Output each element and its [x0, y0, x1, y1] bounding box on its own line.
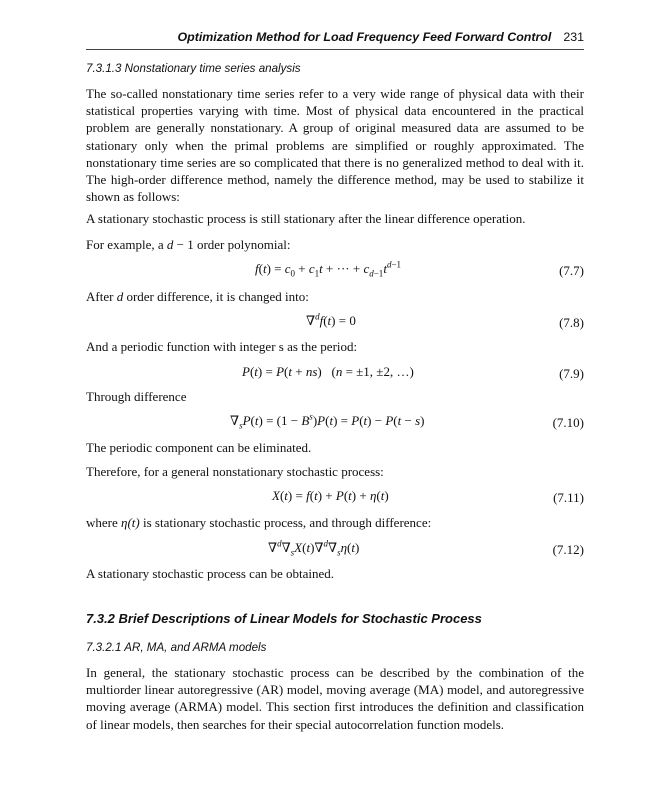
- equation-7-7: $f(t) = c_0 + c_1t$ + ··· + $c_{d-1}t^{d-1}$: [255, 259, 402, 279]
- equation-7-9: P(t) = P(t + ns) (n = ±1, ±2, …): [242, 364, 414, 379]
- paragraph-where: where η(t) is stationary stochastic process, and through difference:: [86, 515, 432, 530]
- section-heading-7-3-2-1: 7.3.2.1 AR, MA, and ARMA models: [86, 641, 267, 654]
- equation-number-7-8: (7.8): [559, 315, 584, 330]
- section-heading-7-3-2: 7.3.2 Brief Descriptions of Linear Models for Stochastic Process: [86, 611, 482, 626]
- header-title: Optimization Method for Load Frequency Feed Forward Control: [177, 30, 552, 44]
- paragraph-periodic: And a periodic function with integer s as the period:: [86, 339, 358, 354]
- paragraph-eliminated: The periodic component can be eliminated.: [86, 440, 312, 455]
- running-header: [86, 30, 584, 50]
- paragraph-intro: The so-called nonstationary time series refer to a very wide range of physical data with their statistical properties varying with time. Most of physical data encountered in the practical problem are generally nonstationary. A group of original measured data are assumed to be stationary only when the primal problems are simplified or roughly approximated. The nonstationary time series are so complicated that there is no generalized method to deal with it. The high-order difference method, namely the difference method, may be used to stabilize it shown as follows:: [86, 86, 584, 205]
- equation-7-8: ∇$^d$f(t) = 0: [306, 311, 356, 328]
- paragraph-stationary: A stationary stochastic process is still stationary after the linear difference operation.: [86, 211, 526, 226]
- equation-number-7-7: (7.7): [559, 263, 584, 278]
- paragraph-obtained: A stationary stochastic process can be obtained.: [86, 566, 335, 581]
- equation-7-10: $\nabla_sP(t) = (1 - B^s)P(t) = P(t) - P(t - s)$: [230, 411, 425, 431]
- paragraph-after: After d order difference, it is changed into:: [86, 289, 309, 304]
- paragraph-arma: In general, the stationary stochastic process can be described by the combination of the multiorder linear autoregressive (AR) model, moving average (MA) model, and autoregressive moving average (ARMA) model. This section first introduces the definition and classification of linear models, then searches for their special autocorrelation function models.: [86, 665, 584, 732]
- equation-number-7-9: (7.9): [559, 366, 584, 381]
- section-heading-7-3-1-3: 7.3.1.3 Nonstationary time series analysis: [86, 62, 301, 75]
- equation-7-12: $\nabla^d\nabla_sX(t)\nabla^d\nabla_s\eta(t)$: [268, 538, 360, 558]
- paragraph-therefore: Therefore, for a general nonstationary stochastic process:: [86, 464, 384, 479]
- equation-number-7-12: (7.12): [552, 542, 584, 557]
- paragraph-example: For example, a d − 1 order polynomial:: [86, 237, 291, 252]
- equation-number-7-10: (7.10): [552, 415, 584, 430]
- page-number: 231: [563, 30, 584, 44]
- paragraph-through: Through difference: [86, 389, 187, 404]
- equation-7-11: X(t) = f(t) + P(t) + η(t): [272, 488, 389, 503]
- equation-number-7-11: (7.11): [553, 490, 584, 505]
